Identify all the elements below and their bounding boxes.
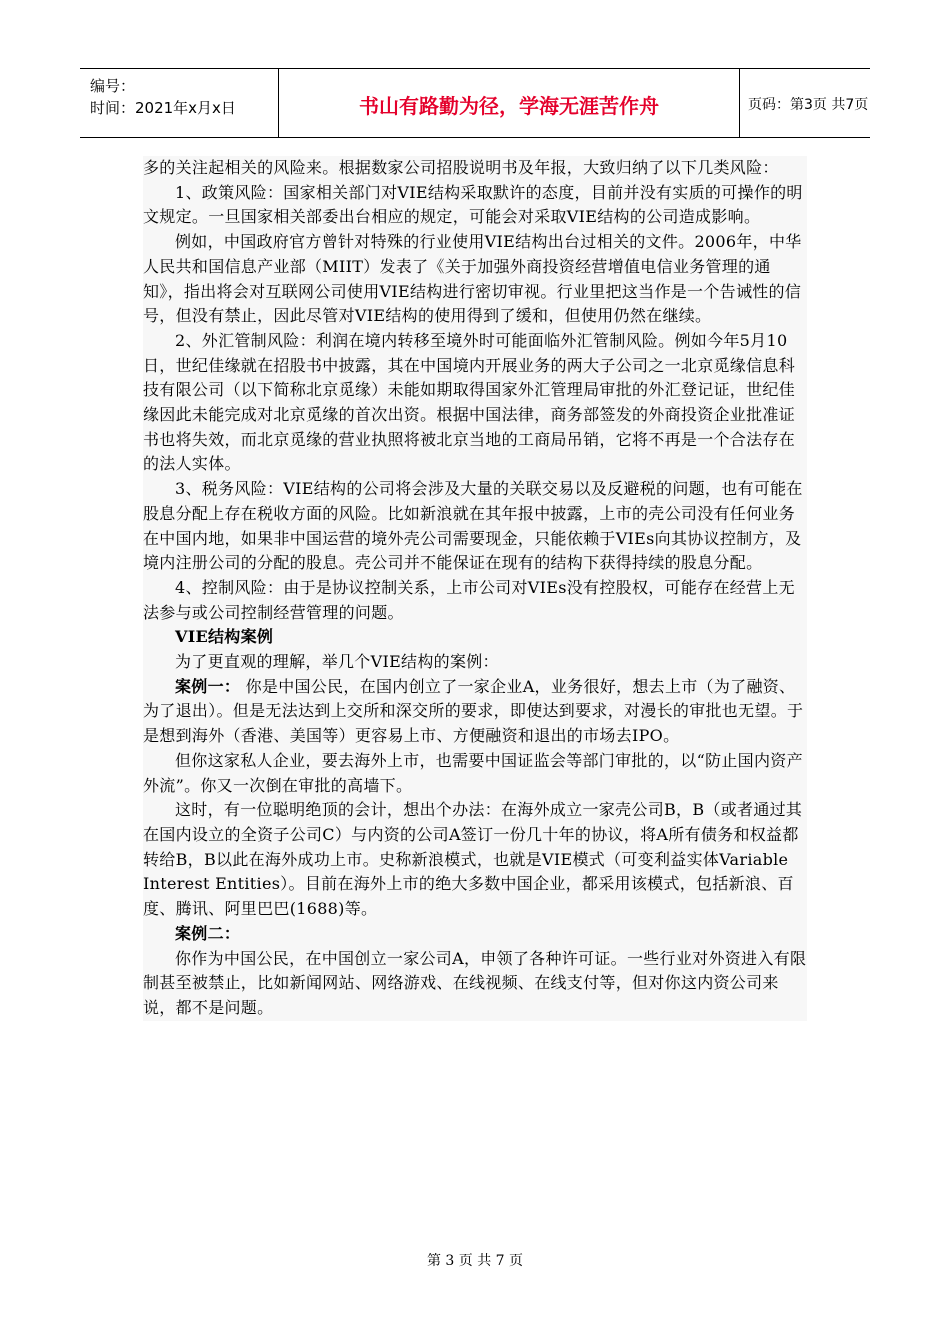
- paragraph-fx-risk: 2、外汇管制风险：利润在境内转移至境外时可能面临外汇管制风险。例如今年5月10日，世纪佳缘就在招股书中披露，其在中国境内开展业务的两大子公司之一北京觅缘信息科技有限公司（以下简称北京觅缘）未能如期取得国家外汇管理局审批的外汇登记证，世纪佳缘因此未能完成对北京觅缘的首次出资。根据中国法律，商务部签发的外商投资企业批准证书也将失效，而北京觅缘的营业执照将被北京当地的工商局吊销，它将不再是一个合法存在的法人实体。: [143, 330, 796, 474]
- header-motto-cell: [279, 69, 740, 137]
- paragraph-case-two: 你作为中国公民，在中国创立一家公司A，申领了各种许可证。一些行业对外资进入有限制甚至被禁止，比如新闻网站、网络游戏、在线视频、在线支付等，但对你这内资公司来说，都不是问题。: [143, 948, 807, 1017]
- case-two-label: 案例二：: [175, 923, 241, 943]
- document-date-label: 时间：2021年x月x日: [90, 99, 236, 117]
- document-body: [143, 156, 807, 1021]
- page-footer: 第 3 页 共 7 页: [426, 1253, 524, 1269]
- section-heading-vie-cases: VIE结构案例: [175, 627, 274, 647]
- paragraph-case-one: [143, 675, 807, 749]
- paragraph-cases-intro: 为了更直观的理解，举几个VIE结构的案例：: [175, 652, 499, 672]
- paragraph-control-risk: 4、控制风险：由于是协议控制关系，上市公司对VIEs没有控股权，可能存在经营上无法参与或公司控制经营管理的问题。: [143, 577, 795, 622]
- paragraph-policy-risk: 1、政策风险：国家相关部门对VIE结构采取默许的态度，目前并没有实质的可操作的明文规定。一旦国家相关部委出台相应的规定，可能会对采取VIE结构的公司造成影响。: [143, 182, 803, 227]
- case-one-text: 你是中国公民，在国内创立了一家企业A，业务很好，想去上市（为了融资、为了退出）。但是无法达到上交所和深交所的要求，即使达到要求，对漫长的审批也无望。于是想到海外（香港、美国等）更容易上市、方便融资和退出的市场去IPO。: [143, 676, 804, 746]
- paragraph-tax-risk: 3、税务风险：VIE结构的公司将会涉及大量的关联交易以及反避税的问题，也有可能在股息分配上存在税收方面的风险。比如新浪就在其年报中披露，上市的壳公司没有任何业务在中国内地，如果非中国运营的境外壳公司需要现金，只能依赖于VIEs向其协议控制方，及境内注册公司的分配的股息。壳公司并不能保证在现有的结构下获得持续的股息分配。: [143, 479, 803, 573]
- paragraph-intro: 多的关注起相关的风险来。根据数家公司招股说明书及年报，大致归纳了以下几类风险：: [143, 158, 779, 177]
- header-page-info: 页码：第3页 共7页: [748, 97, 869, 113]
- header-page-cell: [740, 69, 870, 137]
- header-meta-cell: [80, 69, 279, 137]
- document-code-label: 编号：: [90, 77, 136, 95]
- case-one-label: 案例一：: [175, 676, 241, 696]
- header-motto: 书山有路勤为径，学海无涯苦作舟: [359, 94, 659, 118]
- page-header: [80, 68, 870, 138]
- paragraph-approval: 但你这家私人企业，要去海外上市，也需要中国证监会等部门审批的，以“防止国内资产外流”。你又一次倒在审批的高墙下。: [143, 750, 803, 795]
- paragraph-policy-example: 例如，中国政府官方曾针对特殊的行业使用VIE结构出台过相关的文件。2006年，中华人民共和国信息产业部（MIIT）发表了《关于加强外商投资经营增值电信业务管理的通知》，指出将会对互联网公司使用VIE结构进行密切审视。行业里把这当作是一个告诫性的信号，但没有禁止，因此尽管对VIE结构的使用得到了缓和，但使用仍然在继续。: [143, 232, 802, 326]
- paragraph-sina-model: 这时，有一位聪明绝顶的会计，想出个办法：在海外成立一家壳公司B，B（或者通过其在国内设立的全资子公司C）与内资的公司A签订一份几十年的协议，将A所有债务和权益都转给B，B以此在海外成功上市。史称新浪模式，也就是VIE模式（可变利益实体Variable Interest Entities）。目前在海外上市的绝大多数中国企业，都采用该模式，包括新浪、百度、腾讯、阿里巴巴(1688)等。: [143, 800, 803, 919]
